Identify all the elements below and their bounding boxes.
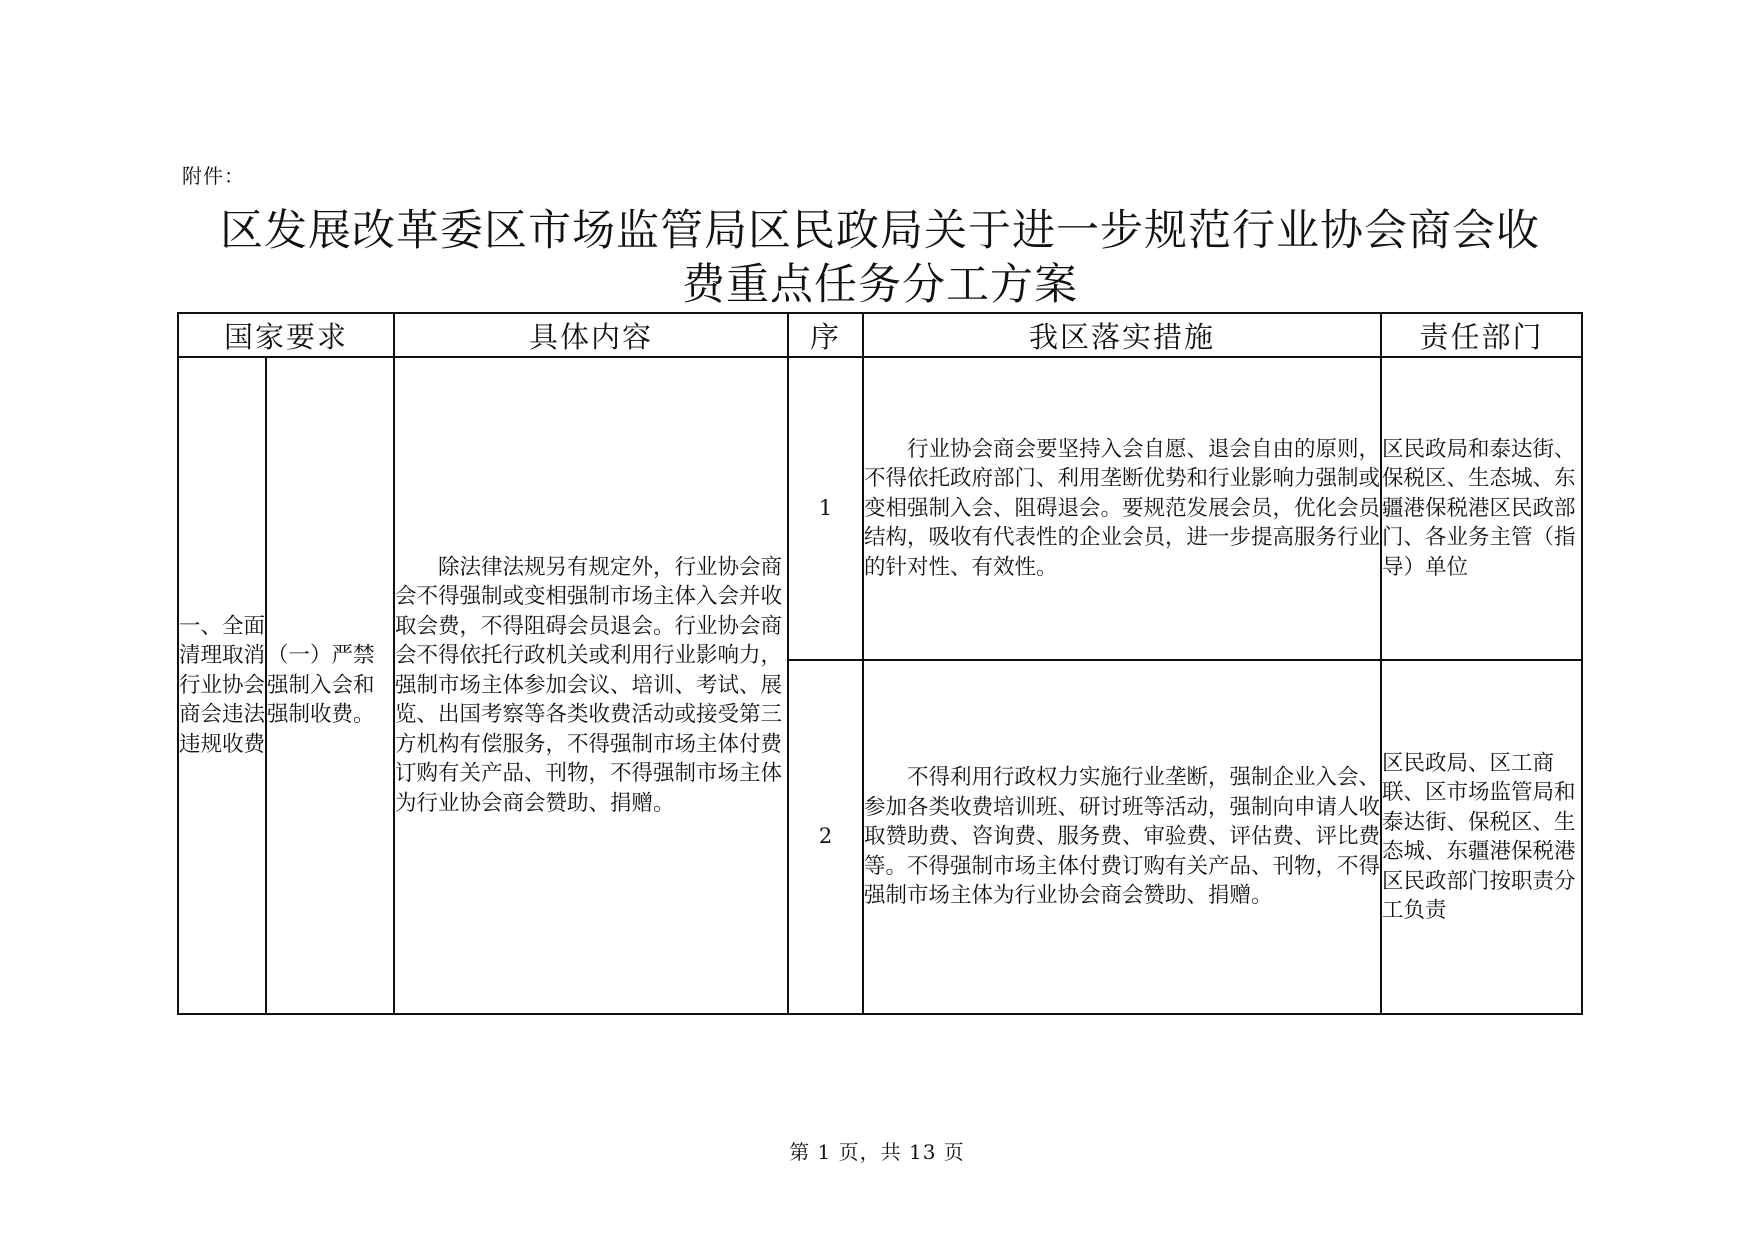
content-cell: 除法律法规另有规定外，行业协会商会不得强制或变相强制市场主体入会并收取会费，不得阻碍会员退会。行业协会商会不得依托行政机关或利用行业影响力，强制市场主体参加会议、培训、考试、展览、出国考察等各类收费活动或接受第三方机构有偿服务，不得强制市场主体付费订购有关产品、刊物，不得强制市场主体为行业协会商会赞助、捐赠。: [394, 357, 788, 1014]
measure-cell: 行业协会商会要坚持入会自愿、退会自由的原则，不得依托政府部门、利用垄断优势和行业影响力强制或变相强制入会、阻碍退会。要规范发展会员，优化会员结构，吸收有代表性的企业会员，进一步提高服务行业的针对性、有效性。: [863, 357, 1381, 660]
header-measures: 我区落实措施: [863, 313, 1381, 357]
page-footer: 第 1 页，共 13 页: [789, 1140, 965, 1164]
category-cell: 一、全面清理取消行业协会商会违法违规收费: [178, 357, 266, 1014]
measure-cell: 不得利用行政权力实施行业垄断，强制企业入会、参加各类收费培训班、研讨班等活动，强制向申请人收取赞助费、咨询费、服务费、审验费、评估费、评比费等。不得强制市场主体付费订购有关产品、刊物，不得强制市场主体为行业协会商会赞助、捐赠。: [863, 660, 1381, 1014]
subcategory-cell: （一）严禁强制入会和强制收费。: [266, 357, 394, 1014]
header-row: [178, 313, 1582, 357]
header-dept: 责任部门: [1381, 313, 1582, 357]
table-row: [178, 357, 1582, 660]
attachment-label: 附件：: [182, 164, 245, 188]
seq-cell: 1: [788, 357, 863, 660]
header-national: 国家要求: [178, 313, 394, 357]
seq-cell: 2: [788, 660, 863, 1014]
header-seq: 序: [788, 313, 863, 357]
header-content: 具体内容: [394, 313, 788, 357]
title-line-1: 区发展改革委区市场监管局区民政局关于进一步规范行业协会商会收: [220, 206, 1540, 256]
document-title: [170, 204, 1590, 312]
dept-cell: 区民政局和泰达街、保税区、生态城、东疆港保税港区民政部门、各业务主管（指导）单位: [1381, 357, 1582, 660]
title-line-2: 费重点任务分工方案: [682, 260, 1078, 310]
dept-cell: 区民政局、区工商联、区市场监管局和泰达街、保税区、生态城、东疆港保税港区民政部门按职责分工负责: [1381, 660, 1582, 1014]
task-table: [177, 312, 1583, 1015]
